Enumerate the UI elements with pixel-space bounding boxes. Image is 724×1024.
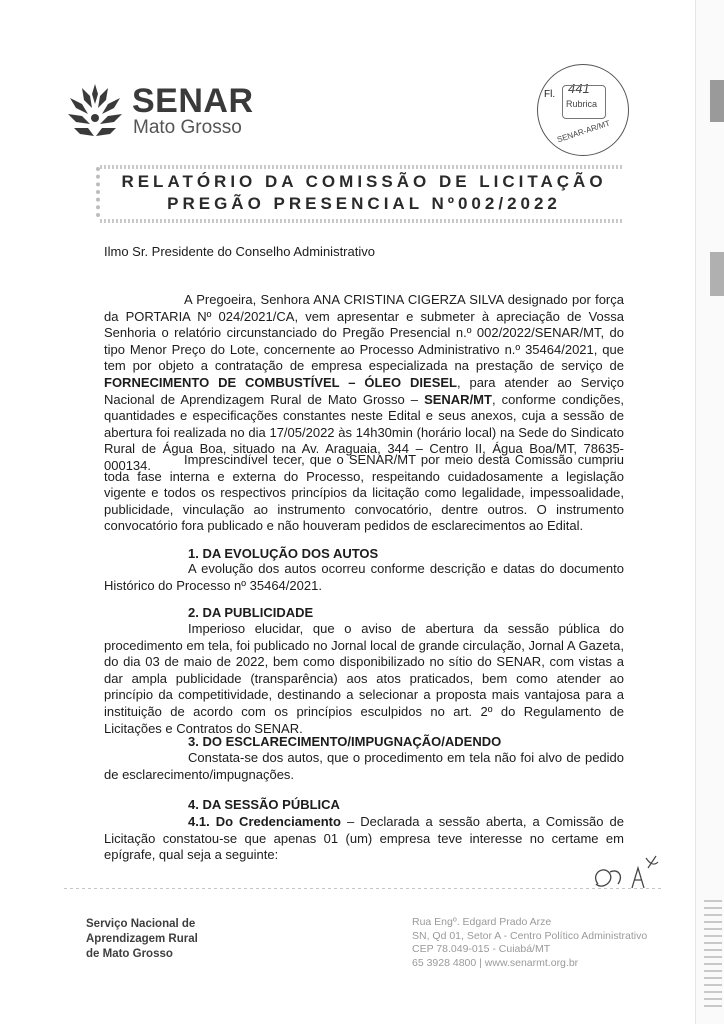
footer-org-line: de Mato Grosso <box>86 948 173 960</box>
section-4-subtitle: 4.1. Do Credenciamento <box>188 814 341 829</box>
intro-object: FORNECIMENTO DE COMBUSTÍVEL – ÓLEO DIESEL <box>104 374 457 390</box>
section-3-title: 3. DO ESCLARECIMENTO/IMPUGNAÇÃO/ADENDO <box>188 734 502 749</box>
scan-edge-mark <box>710 80 724 122</box>
footer-contact-line[interactable]: 65 3928 4800 | www.senarmt.org.br <box>412 956 579 969</box>
document-title: RELATÓRIO DA COMISSÃO DE LICITAÇÃO <box>121 172 607 191</box>
brand-name: SENAR <box>132 82 254 120</box>
footer-org-line: Serviço Nacional de <box>86 918 196 930</box>
footer-address-line: SN, Qd 01, Setor A - Centro Político Administrativo <box>412 929 648 942</box>
title-block <box>96 167 628 217</box>
folio-stamp <box>537 64 629 156</box>
intro-paragraph-2: Imprescindível tecer, que o SENAR/MT por meio desta Comissão cumpriu toda fase interna e externa do Processo, respeitando cuidadosamente a legislação vigente e todos os respectivos princípios da licitação como legalidade, impessoalidade, publicidade, vinculação ao instrumento convocatório, dentre outros. O instrumento convocatório fora publicado e não houveram pedidos de esclarecimentos ao Edital. <box>104 452 624 534</box>
senar-logo-icon <box>64 80 126 138</box>
footer-address-line: Rua Engº. Edgard Prado Arze <box>412 916 552 928</box>
section-4-text <box>104 814 624 864</box>
section-3-text: Constata-se dos autos, que o procedimento em tela não foi alvo de pedido de esclarecimento/impugnações. <box>104 750 624 782</box>
section-4-body: – Declarada a sessão aberta, a Comissão de Licitação constatou-se que apenas 01 (um) empresa teve interesse no certame em epígrafe, qual seja a seguinte: <box>104 814 624 863</box>
intro-text-a: A Pregoeira, Senhora ANA CRISTINA CIGERZA SILVA designado por força da PORTARIA Nº 024/2021/CA, vem apresentar e submeter à apreciação de Vossa Senhoria o relatório circunstanciado do Pregão Presencial n.º 002/2022/SENAR/MT, do tipo Menor Preço do Lote, concernente ao Processo Administrativo n.º 35464/2021, que tem por objeto a contratação de empresa especializada na prestação de serviço de <box>104 292 624 374</box>
document-subtitle: PREGÃO PRESENCIAL Nº002/2022 <box>167 194 561 213</box>
senar-logo <box>64 80 126 143</box>
footer-divider <box>64 888 664 889</box>
section-2-text: Imperioso elucidar, que o aviso de abertura da sessão pública do procedimento em tela, foi publicado no Jornal local de grande circulação, Jornal A Gazeta, do dia 03 de maio de 2022, bem como disponibilizado no sítio do SENAR, com vistas a dar ampla publicidade (transparência) aos atos praticados, bem como atender ao princípio da competitividade, destinando a selecionar a proposta mais vantajosa para a instituição de acordo com os princípios esculpidos no art. 2º do Regulamento de Licitações e Contratos do SENAR. <box>104 621 624 736</box>
stamp-ring-text: SENAR-AR/MT <box>555 118 612 145</box>
intro-paragraph <box>104 292 624 475</box>
section-1-title: 1. DA EVOLUÇÃO DOS AUTOS <box>188 546 379 561</box>
scan-edge <box>695 0 724 1024</box>
scan-edge-mark <box>710 252 724 296</box>
footer-address-line: CEP 78.049-015 - Cuiabá/MT <box>412 943 551 955</box>
footer-address <box>412 916 647 970</box>
footer-org-line: Aprendizagem Rural <box>86 933 198 945</box>
title-bottom-border <box>100 219 624 223</box>
stamp-fl-label: Fl. <box>544 89 556 100</box>
stamp-number: 441 <box>568 81 590 96</box>
scan-edge-marks <box>704 900 722 1010</box>
section-4-title: 4. DA SESSÃO PÚBLICA <box>188 797 340 812</box>
signature-initials <box>584 854 664 898</box>
brand-subtitle: Mato Grosso <box>133 117 242 138</box>
stamp-rubrica: Rubrica <box>566 99 598 109</box>
footer-organization <box>86 917 198 962</box>
section-2-title: 2. DA PUBLICIDADE <box>188 605 314 620</box>
intro-senar: SENAR/MT <box>424 391 492 407</box>
salutation: Ilmo Sr. Presidente do Conselho Administrativo <box>104 244 375 259</box>
intro-text-c: , para atender ao Serviço Nacional de Aprendizagem Rural de Mato Grosso – <box>104 374 624 407</box>
intro-text-e: , conforme condições, quantidades e especificações constantes neste Edital e seus anexos, cuja a sessão de abertura foi realizada no dia 17/05/2022 às 14h30min (horário local) na Sede do Sindicato Rural de Água Boa, situado na Av. Araguaia, 344 – Centro II, Água Boa/MT, 78635-000134. <box>104 391 624 473</box>
section-1-text: A evolução dos autos ocorreu conforme descrição e datas do documento Histórico do Processo nº 35464/2021. <box>104 561 624 593</box>
